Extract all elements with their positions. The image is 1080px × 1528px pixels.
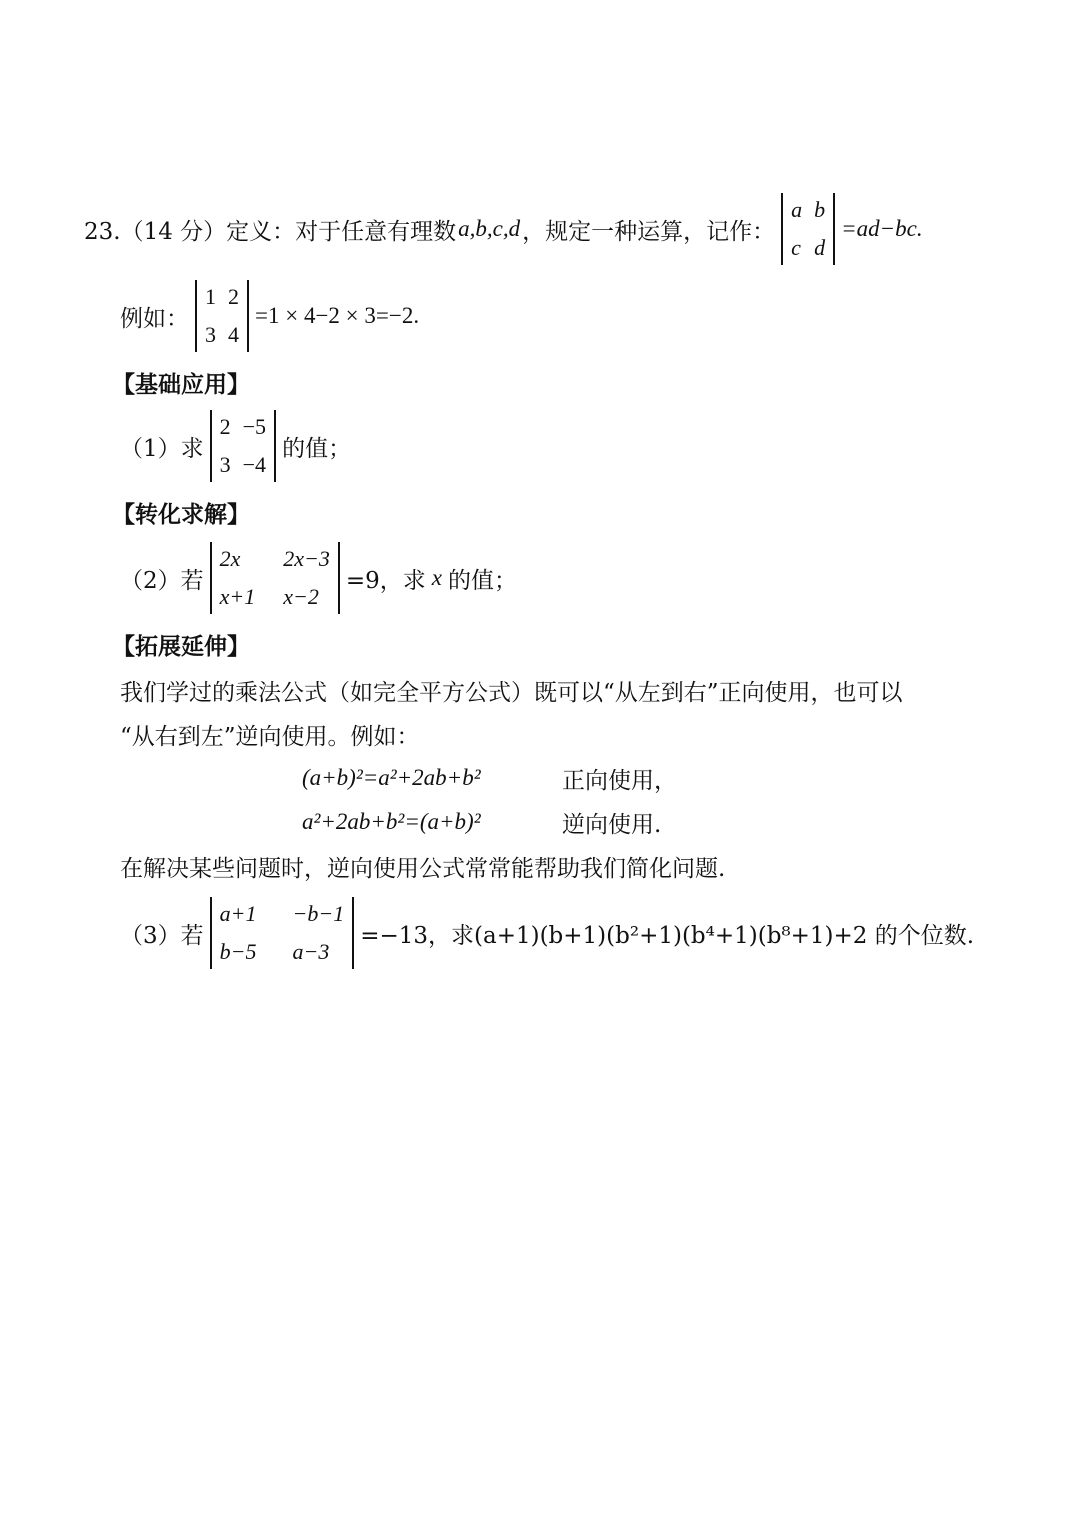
part2-prefix: （2）若: [120, 567, 204, 594]
part2-line: [120, 540, 517, 616]
det-cell: 3: [205, 322, 216, 347]
question-variables: a,b,c,d: [458, 216, 521, 241]
heading-extension: 【拓展延伸】: [112, 633, 250, 660]
det-cell: 2x: [219, 546, 241, 571]
example-line: [120, 278, 419, 354]
question-mid: ，规定一种运算，记作：: [522, 218, 776, 245]
part1-prefix: （1）求: [120, 435, 204, 462]
example-prefix: 例如：: [120, 305, 189, 332]
part1-determinant: [210, 410, 276, 482]
det-cell: −4: [242, 452, 267, 477]
formula-forward-label: 正向使用，: [562, 767, 677, 794]
det-cell: a: [791, 197, 803, 222]
det-cell: x+1: [219, 584, 256, 609]
det-cell: 2: [228, 284, 239, 309]
det-cell: 3: [219, 452, 231, 477]
det-cell: −5: [242, 414, 267, 439]
part2-suffix-b: 的值；: [448, 567, 518, 594]
formula-reverse-label: 逆向使用.: [562, 811, 662, 838]
det-cell: b: [814, 197, 826, 222]
paragraph-line-3: 在解决某些问题时，逆向使用公式常常能帮助我们简化问题.: [120, 855, 726, 882]
part2-suffix-a: =9，求: [345, 567, 426, 594]
formula-reverse: a²+2ab+b²=(a+b)²: [302, 809, 481, 834]
part1-suffix: 的值；: [282, 435, 352, 462]
part1-line: [120, 408, 351, 484]
definition-result: =ad−bc.: [841, 216, 923, 241]
part3-prefix: （3）若: [120, 922, 204, 949]
det-cell: a−3: [292, 939, 330, 964]
question-definition-line: [84, 190, 923, 268]
det-cell: a+1: [219, 901, 257, 926]
example-determinant: [195, 280, 249, 352]
heading-transform-solve: 【转化求解】: [112, 501, 250, 528]
det-cell: 2: [219, 414, 231, 439]
paragraph-line-1: 我们学过的乘法公式（如完全平方公式）既可以“从左到右”正向使用，也可以: [120, 679, 903, 706]
definition-determinant: [781, 193, 835, 265]
det-cell: c: [791, 235, 801, 260]
det-cell: d: [814, 235, 826, 260]
part2-determinant: [210, 542, 340, 614]
det-cell: 1: [205, 284, 216, 309]
part3-line: [120, 894, 974, 972]
paragraph-line-2: “从右到左”逆向使用。例如：: [120, 723, 420, 750]
part3-suffix: =−13，求(a+1)(b+1)(b²+1)(b⁴+1)(b⁸+1)+2 的个位数.: [360, 922, 975, 949]
det-cell: 2x−3: [283, 546, 330, 571]
det-cell: x−2: [283, 584, 319, 609]
det-cell: 4: [228, 322, 239, 347]
example-result: =1 × 4−2 × 3=−2.: [255, 303, 420, 328]
det-cell: −b−1: [292, 901, 345, 926]
question-intro: 23.（14 分）定义：对于任意有理数: [84, 218, 457, 245]
det-cell: b−5: [219, 939, 257, 964]
part2-variable-x: x: [431, 565, 443, 590]
part3-determinant: [210, 897, 355, 969]
heading-basic-application: 【基础应用】: [112, 371, 250, 398]
formula-forward: (a+b)²=a²+2ab+b²: [302, 765, 481, 790]
